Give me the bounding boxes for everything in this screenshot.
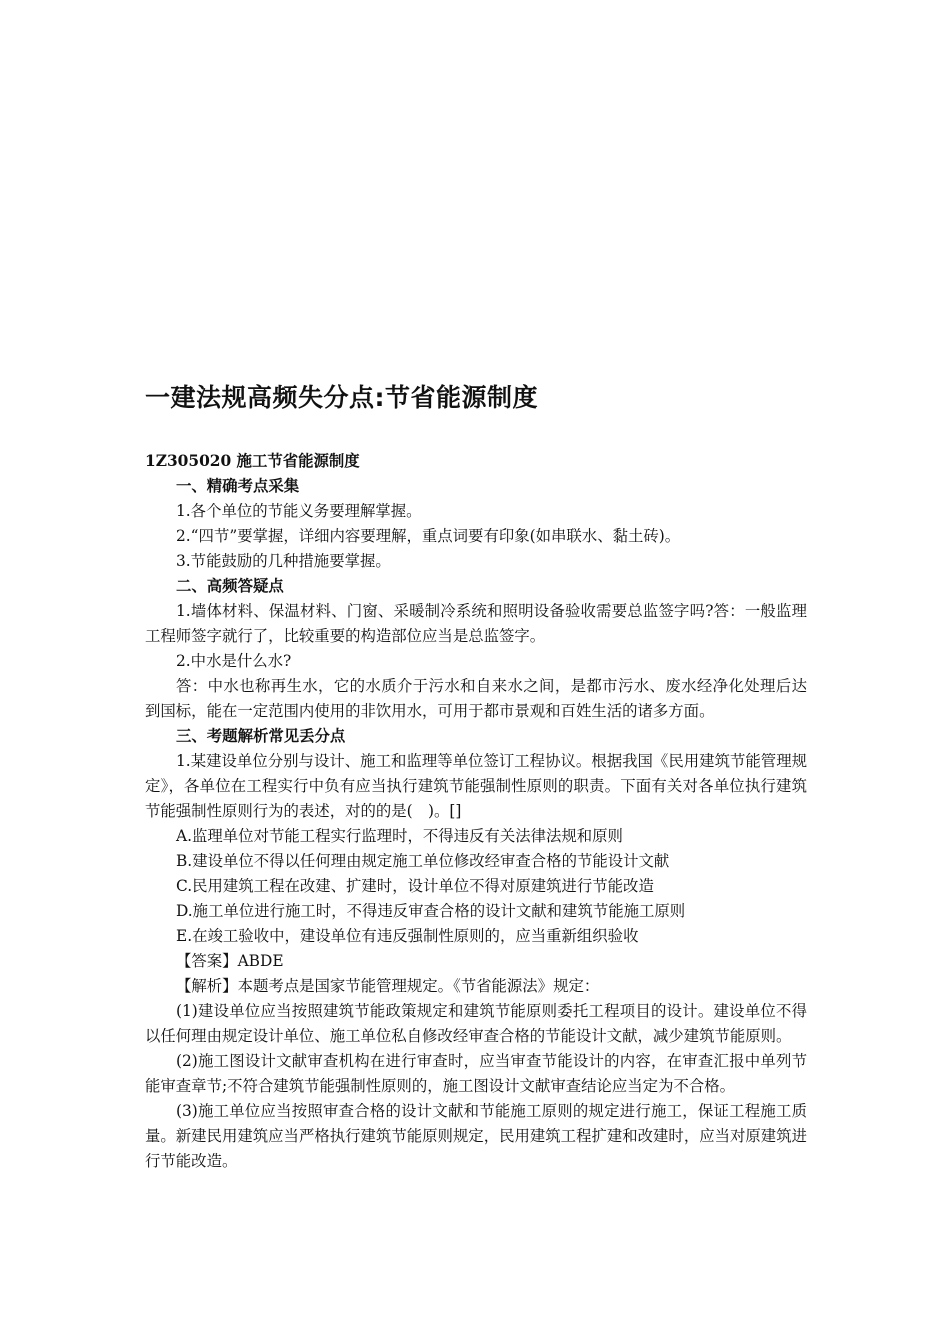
- analysis-item-3: (3)施工单位应当按照审查合格的设计文献和节能施工原则的规定进行施工，保证工程施工质量。新建民用建筑应当严格执行建筑节能原则规定，民用建筑工程扩建和改建时，应当对原建筑进行节能改造。: [145, 1102, 807, 1170]
- option-c: C.民用建筑工程在改建、扩建时，设计单位不得对原建筑进行节能改造: [176, 877, 654, 895]
- heading-exam-analysis: 三、考题解析常见丢分点: [176, 727, 346, 745]
- document-body: [145, 449, 807, 1174]
- key-point-1: 1.各个单位的节能义务要理解掌握。: [176, 502, 422, 520]
- exam-question: 1.某建设单位分别与设计、施工和监理等单位签订工程协议。根据我国《民用建筑节能管理规定》，各单位在工程实行中负有应当执行建筑节能强制性原则的职责。下面有关对各单位执行建筑节能强制性原则行为的表述，对的的是( )。[]: [145, 752, 807, 820]
- key-point-3: 3.节能鼓励的几种措施要掌握。: [176, 552, 391, 570]
- option-e: E.在竣工验收中，建设单位有违反强制性原则的，应当重新组织验收: [176, 927, 639, 945]
- section-code: 1Z305020 施工节省能源制度: [145, 452, 360, 470]
- document-page: [145, 0, 807, 1344]
- document-title: 一建法规高频失分点:节省能源制度: [145, 383, 538, 412]
- option-d: D.施工单位进行施工时，不得违反审查合格的设计文献和建筑节能施工原则: [176, 902, 686, 920]
- analysis-intro: 【解析】本题考点是国家节能管理规定。《节省能源法》规定：: [176, 977, 600, 995]
- option-b: B.建设单位不得以任何理由规定施工单位修改经审查合格的节能设计文献: [176, 852, 670, 870]
- answer: 【答案】ABDE: [176, 952, 284, 970]
- heading-faq: 二、高频答疑点: [176, 577, 284, 595]
- faq-item-3: 答：中水也称再生水，它的水质介于污水和自来水之间，是都市污水、废水经净化处理后达到国标，能在一定范围内使用的非饮用水，可用于都市景观和百姓生活的诸多方面。: [145, 677, 807, 720]
- faq-item-1: 1.墙体材料、保温材料、门窗、采暖制冷系统和照明设备验收需要总监签字吗?答：一般监理工程师签字就行了，比较重要的构造部位应当是总监签字。: [145, 602, 807, 645]
- analysis-item-2: (2)施工图设计文献审查机构在进行审查时，应当审查节能设计的内容，在审查汇报中单列节能审查章节;不符合建筑节能强制性原则的，施工图设计文献审查结论应当定为不合格。: [145, 1052, 807, 1095]
- key-point-2: 2.“四节”要掌握，详细内容要理解，重点词要有印象(如串联水、黏土砖)。: [176, 527, 681, 545]
- heading-key-points: 一、精确考点采集: [176, 477, 300, 495]
- faq-item-2: 2.中水是什么水?: [176, 652, 292, 670]
- option-a: A.监理单位对节能工程实行监理时，不得违反有关法律法规和原则: [176, 827, 623, 845]
- analysis-item-1: (1)建设单位应当按照建筑节能政策规定和建筑节能原则委托工程项目的设计。建设单位不得以任何理由规定设计单位、施工单位私自修改经审查合格的节能设计文献，减少建筑节能原则。: [145, 1002, 807, 1045]
